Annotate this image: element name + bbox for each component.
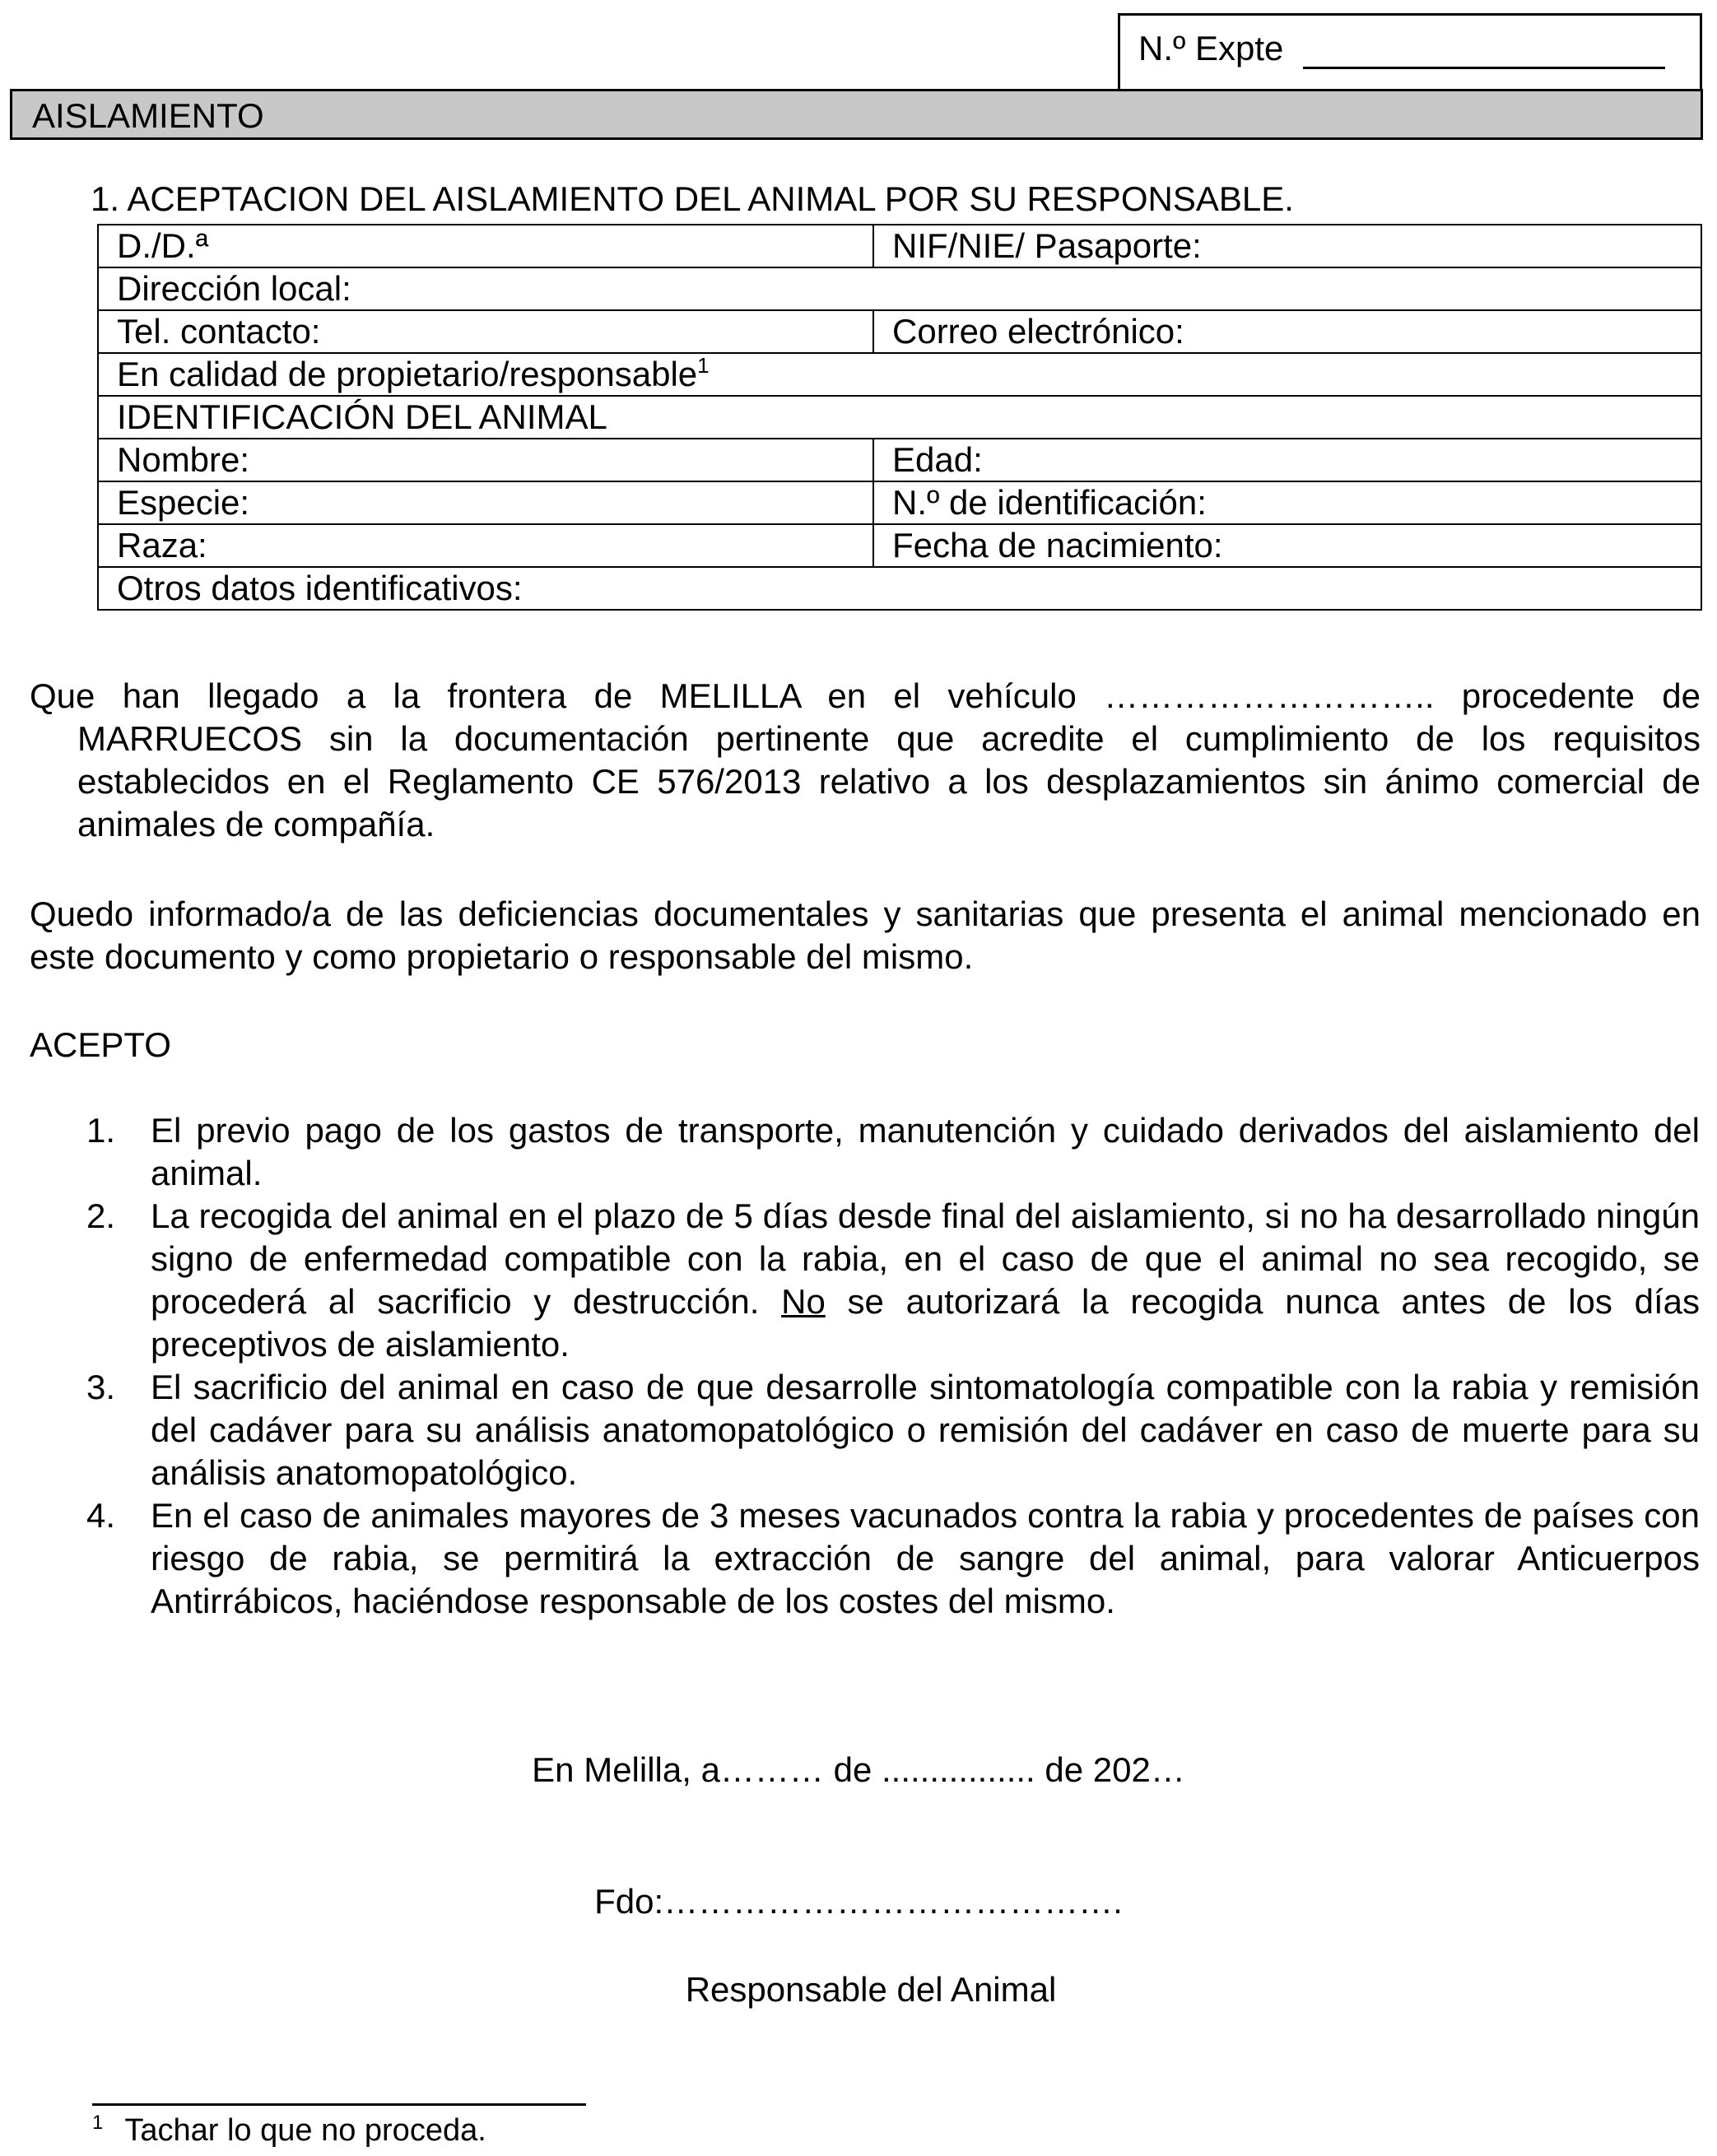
list-item-number: 1.: [86, 1111, 116, 1150]
form-row: [98, 353, 1701, 396]
footnote-ref: 1: [697, 353, 710, 378]
id-doc-field[interactable]: [873, 225, 1701, 267]
list-item: [86, 1195, 1700, 1366]
conditions-list: [86, 1109, 1700, 1623]
birth-date-field[interactable]: [873, 524, 1701, 567]
breed-label: Raza:: [117, 526, 207, 565]
list-item: [86, 1109, 1700, 1195]
arrival-paragraph: Que han llegado a la frontera de MELILLA en el vehículo ……………………….. procedente de MARRUECOS sin la documentación pertinente que acredite el cumplimiento de los requisitos establecidos en el Reglamento CE 576/2013 relativo a los desplazamientos sin ánimo comercial de animales de compañía.: [30, 676, 1701, 843]
form-row: [98, 524, 1701, 567]
form-row: [98, 567, 1701, 610]
name-label: D./D.ª: [117, 226, 209, 265]
animal-name-label: Nombre:: [117, 440, 250, 479]
age-label: Edad:: [892, 440, 983, 479]
section-1-title: 1. ACEPTACION DEL AISLAMIENTO DEL ANIMAL POR SU RESPONSABLE.: [91, 179, 1294, 218]
email-field[interactable]: [873, 310, 1701, 353]
list-item-text: El sacrificio del animal en caso de que desarrolle sintomatología compatible con la rabia y remisión del cadáver para su análisis anatomopatológico o remisión del cadáver en caso de muerte para su análisis anatomopatológico.: [151, 1368, 1700, 1492]
species-field[interactable]: [98, 481, 873, 524]
list-item-text: La recogida del animal en el plazo de 5 días desde final del aislamiento, si no ha desarrollado ningún signo de enfermedad compatible con la rabia, en el caso de que el animal no sea recogido, se procederá al sacrificio y destrucción.: [151, 1196, 1700, 1321]
list-item-number: 2.: [86, 1196, 116, 1235]
form-row: [98, 310, 1701, 353]
accept-heading: ACEPTO: [30, 1025, 171, 1064]
list-item: [86, 1366, 1700, 1494]
form-row: [98, 267, 1701, 310]
id-number-field[interactable]: [873, 481, 1701, 524]
id-doc-label: NIF/NIE/ Pasaporte:: [892, 226, 1202, 265]
section-bar-title: AISLAMIENTO: [32, 96, 264, 135]
expediente-box: [1118, 13, 1702, 89]
form-row: [98, 396, 1701, 439]
footnote-marker: 1: [92, 2112, 104, 2134]
id-number-label: N.º de identificación:: [892, 483, 1207, 522]
list-item-number: 4.: [86, 1496, 116, 1535]
other-data-label: Otros datos identificativos:: [117, 569, 523, 607]
address-label: Dirección local:: [117, 269, 351, 308]
list-item-emphasis: No: [781, 1282, 826, 1321]
breed-field[interactable]: [98, 524, 873, 567]
list-item-text: El previo pago de los gastos de transporte, manutención y cuidado derivados del aislamiento del animal.: [151, 1111, 1700, 1192]
form-row: [98, 481, 1701, 524]
animal-heading: IDENTIFICACIÓN DEL ANIMAL: [117, 397, 607, 436]
form-row: [98, 225, 1701, 267]
capacity-field[interactable]: [98, 353, 1701, 396]
species-label: Especie:: [117, 483, 250, 522]
name-field[interactable]: [98, 225, 873, 267]
footnote: [92, 2113, 486, 2149]
birth-date-label: Fecha de nacimiento:: [892, 526, 1223, 565]
animal-heading-cell: [98, 396, 1701, 439]
list-item: [86, 1494, 1700, 1623]
informed-paragraph: Quedo informado/a de las deficiencias documentales y sanitarias que presenta el animal mencionado en este documento y como propietario o responsable del mismo.: [30, 894, 1701, 976]
section-bar: [10, 89, 1703, 140]
phone-field[interactable]: [98, 310, 873, 353]
signature-role: Responsable del Animal: [685, 1970, 1057, 2009]
list-item-text: se autorizará la recogida nunca antes de los días preceptivos de aislamiento.: [151, 1282, 1700, 1364]
list-item-text: En el caso de animales mayores de 3 meses vacunados contra la rabia y procedentes de países con riesgo de rabia, se permitirá la extracción de sangre del animal, para valorar Anticuerpos Antirrábicos, haciéndose responsable de los costes del mismo.: [151, 1496, 1700, 1620]
footnote-separator: [92, 2103, 586, 2106]
expediente-label: N.º Expte: [1138, 29, 1284, 67]
animal-name-field[interactable]: [98, 439, 873, 481]
place-date-line[interactable]: En Melilla, a……… de ................ de 202…: [532, 1750, 1185, 1789]
address-field[interactable]: [98, 267, 1701, 310]
capacity-label: En calidad de propietario/responsable: [117, 355, 698, 393]
expediente-input-line[interactable]: [1303, 67, 1665, 69]
phone-label: Tel. contacto:: [117, 312, 321, 351]
owner-animal-form: [97, 224, 1702, 611]
form-row: [98, 439, 1701, 481]
list-item-number: 3.: [86, 1368, 116, 1406]
age-field[interactable]: [873, 439, 1701, 481]
footnote-text: Tachar lo que no proceda.: [124, 2113, 486, 2148]
signature-line[interactable]: Fdo:………………………………….: [594, 1882, 1123, 1921]
email-label: Correo electrónico:: [892, 312, 1184, 351]
other-data-field[interactable]: [98, 567, 1701, 610]
